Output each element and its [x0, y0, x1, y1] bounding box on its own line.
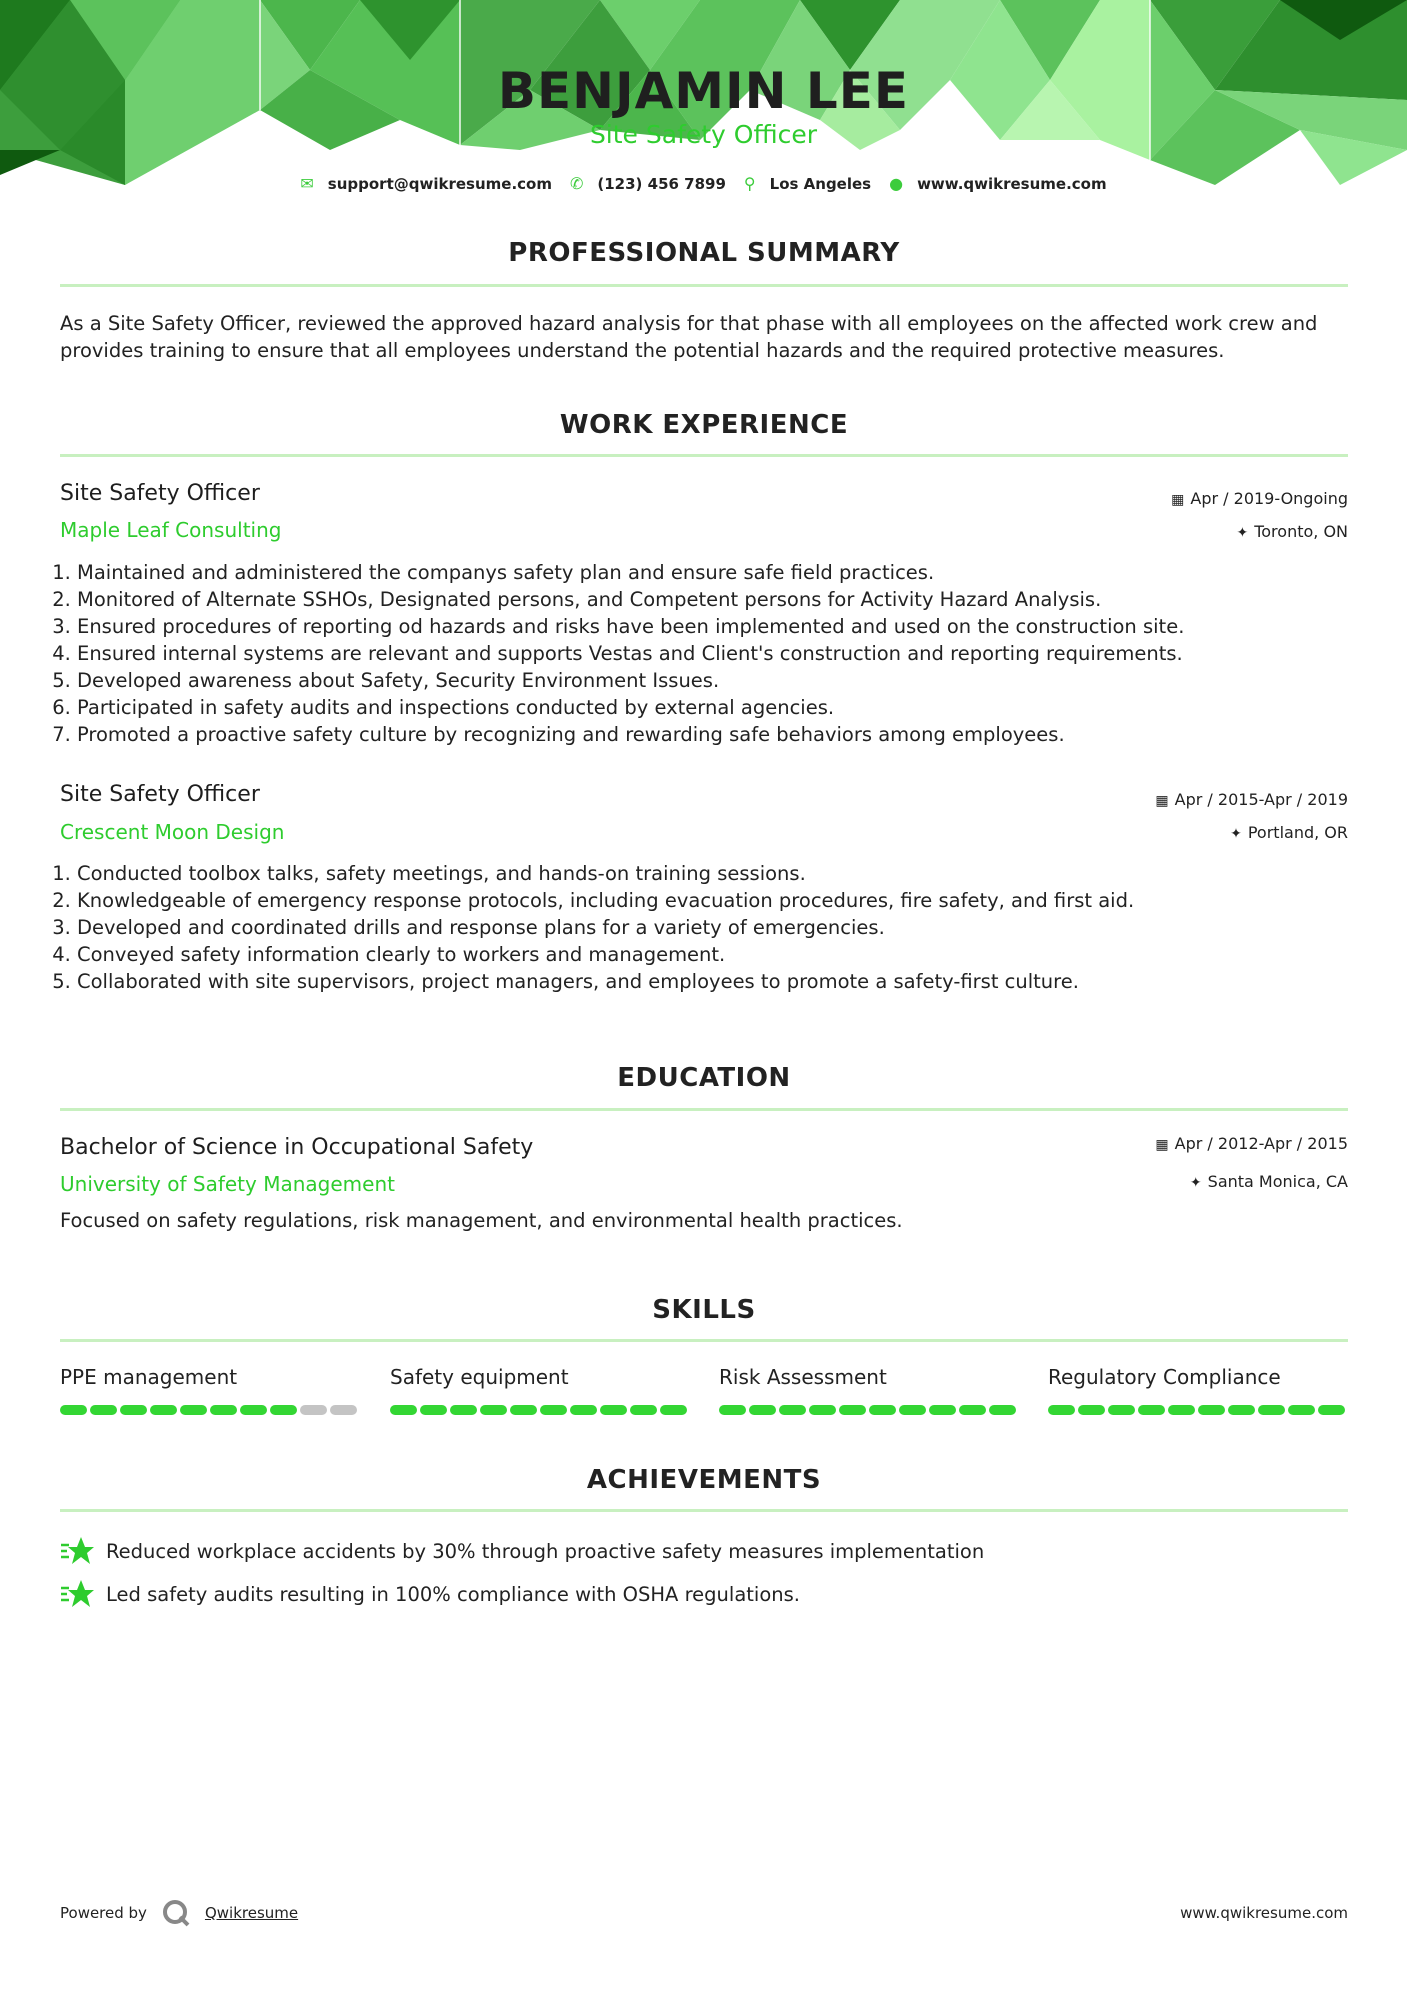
- skill-level-bar: [390, 1405, 690, 1415]
- skill-level-segment: [90, 1405, 117, 1415]
- skill-level-segment: [1168, 1405, 1195, 1415]
- skill-level-bar: [60, 1405, 360, 1415]
- skill-level-segment: [959, 1405, 986, 1415]
- skill-level-segment: [150, 1405, 177, 1415]
- skill-level-segment: [989, 1405, 1016, 1415]
- skill-level-segment: [600, 1405, 627, 1415]
- qwikresume-link[interactable]: Qwikresume: [204, 1904, 299, 1922]
- list-item: 4. Conveyed safety information clearly to workers and management.: [77, 941, 1377, 968]
- skill-level-segment: [1078, 1405, 1105, 1415]
- education-description: Focused on safety regulations, risk management, and environmental health practices.: [60, 1209, 903, 1232]
- skills-heading: SKILLS: [652, 1295, 756, 1325]
- list-item: 2. Monitored of Alternate SSHOs, Designated persons, and Competent persons for Activity Hazard Analysis.: [77, 586, 1377, 613]
- skill-level-segment: [1048, 1405, 1075, 1415]
- skill-level-segment: [240, 1405, 267, 1415]
- skill-item: [60, 1365, 360, 1415]
- job-title: Site Safety Officer: [60, 782, 260, 807]
- skill-level-segment: [60, 1405, 87, 1415]
- star-icon: [60, 1534, 94, 1568]
- skill-name: Risk Assessment: [719, 1365, 887, 1389]
- phone-icon: ✆: [569, 174, 584, 193]
- calendar-icon: ▦: [1155, 793, 1169, 809]
- job-dates: [1155, 790, 1348, 809]
- skill-level-segment: [330, 1405, 357, 1415]
- location-pin-icon: ⚲: [743, 174, 756, 193]
- candidate-role: Site Safety Officer: [589, 120, 818, 149]
- list-item: 5. Collaborated with site supervisors, project managers, and employees to promote a safety-first culture.: [77, 968, 1377, 995]
- qwikresume-logo-icon: [161, 1898, 191, 1928]
- achievements-heading: ACHIEVEMENTS: [586, 1465, 822, 1495]
- education-heading: EDUCATION: [617, 1063, 791, 1093]
- contact-location: Los Angeles: [769, 174, 872, 193]
- skill-level-segment: [540, 1405, 567, 1415]
- list-item: 7. Promoted a proactive safety culture by recognizing and rewarding safe behaviors among employees.: [77, 721, 1377, 748]
- job-location-text: Portland, OR: [1247, 823, 1348, 842]
- skill-level-segment: [899, 1405, 926, 1415]
- skill-item: [719, 1365, 1019, 1415]
- skill-level-segment: [420, 1405, 447, 1415]
- summary-heading: PROFESSIONAL SUMMARY: [508, 238, 900, 268]
- skill-item: [1048, 1365, 1348, 1415]
- skill-name: PPE management: [60, 1365, 238, 1389]
- skill-name: Safety equipment: [390, 1365, 569, 1389]
- skill-level-segment: [869, 1405, 896, 1415]
- job-dates: [1171, 489, 1348, 508]
- job-duties: [55, 860, 1377, 995]
- candidate-name: BENJAMIN LEE: [497, 62, 910, 120]
- skill-level-segment: [570, 1405, 597, 1415]
- list-item: 6. Participated in safety audits and inspections conducted by external agencies.: [77, 694, 1377, 721]
- skill-level-segment: [660, 1405, 687, 1415]
- skill-level-segment: [630, 1405, 657, 1415]
- star-icon: [60, 1577, 94, 1611]
- list-item: 1. Maintained and administered the companys safety plan and ensure safe field practices.: [77, 559, 1377, 586]
- skill-level-segment: [210, 1405, 237, 1415]
- skill-level-segment: [120, 1405, 147, 1415]
- education-degree: Bachelor of Science in Occupational Safety: [60, 1135, 534, 1160]
- skill-level-bar: [719, 1405, 1019, 1415]
- email-icon: ✉: [300, 174, 314, 193]
- globe-icon: ●: [889, 174, 904, 193]
- achievement-text: Reduced workplace accidents by 30% through proactive safety measures implementation: [106, 1539, 985, 1563]
- education-dates-text: Apr / 2012-Apr / 2015: [1174, 1134, 1348, 1153]
- pin-icon: ✦: [1189, 1175, 1202, 1191]
- summary-text: As a Site Safety Officer, reviewed the approved hazard analysis for that phase with all employees on the affected work crew and provides training to ensure that all employees understand the potential hazards and the required protective measures.: [60, 312, 1318, 362]
- summary-divider: [60, 284, 1348, 287]
- skill-level-segment: [300, 1405, 327, 1415]
- footer-website[interactable]: www.qwikresume.com: [1180, 1904, 1348, 1922]
- skill-level-segment: [839, 1405, 866, 1415]
- pin-icon: ✦: [1236, 525, 1249, 541]
- achievement-item: [60, 1534, 984, 1568]
- skill-level-segment: [510, 1405, 537, 1415]
- skill-level-segment: [779, 1405, 806, 1415]
- contact-website[interactable]: www.qwikresume.com: [917, 174, 1107, 193]
- achievement-text: Led safety audits resulting in 100% compliance with OSHA regulations.: [106, 1582, 800, 1606]
- education-divider: [60, 1108, 1348, 1111]
- skill-level-segment: [1138, 1405, 1165, 1415]
- skill-level-segment: [1228, 1405, 1255, 1415]
- powered-by-label: Powered by: [60, 1904, 147, 1922]
- list-item: 5. Developed awareness about Safety, Security Environment Issues.: [77, 667, 1377, 694]
- experience-divider: [60, 454, 1348, 457]
- skill-level-segment: [390, 1405, 417, 1415]
- calendar-icon: ▦: [1171, 492, 1185, 508]
- list-item: 1. Conducted toolbox talks, safety meetings, and hands-on training sessions.: [77, 860, 1377, 887]
- skill-level-segment: [749, 1405, 776, 1415]
- job-company: Maple Leaf Consulting: [60, 518, 282, 542]
- skill-level-segment: [1318, 1405, 1345, 1415]
- experience-heading: WORK EXPERIENCE: [559, 410, 849, 440]
- list-item: 2. Knowledgeable of emergency response protocols, including evacuation procedures, fire safety, and first aid.: [77, 887, 1377, 914]
- skill-name: Regulatory Compliance: [1048, 1365, 1281, 1389]
- contact-phone[interactable]: (123) 456 7899: [597, 174, 726, 193]
- skill-level-segment: [1288, 1405, 1315, 1415]
- skill-level-segment: [1198, 1405, 1225, 1415]
- calendar-icon: ▦: [1155, 1137, 1169, 1153]
- skill-level-segment: [1108, 1405, 1135, 1415]
- skill-level-segment: [480, 1405, 507, 1415]
- skill-level-segment: [719, 1405, 746, 1415]
- skill-item: [390, 1365, 690, 1415]
- skill-level-bar: [1048, 1405, 1348, 1415]
- education-dates: [1155, 1134, 1348, 1153]
- job-location: [1230, 823, 1348, 842]
- job-dates-text: Apr / 2015-Apr / 2019: [1174, 790, 1348, 809]
- education-school: University of Safety Management: [60, 1172, 395, 1196]
- education-location: [1190, 1172, 1348, 1191]
- list-item: 4. Ensured internal systems are relevant and supports Vestas and Client's construction and reporting requirements.: [77, 640, 1377, 667]
- job-title: Site Safety Officer: [60, 481, 260, 506]
- list-item: 3. Ensured procedures of reporting od hazards and risks have been implemented and used on the construction site.: [77, 613, 1377, 640]
- pin-icon: ✦: [1230, 826, 1242, 842]
- job-duties: [55, 559, 1377, 748]
- skill-level-segment: [180, 1405, 207, 1415]
- job-location: [1236, 522, 1348, 541]
- job-location-text: Toronto, ON: [1254, 522, 1348, 541]
- skill-level-segment: [809, 1405, 836, 1415]
- contact-email[interactable]: support@qwikresume.com: [327, 174, 552, 193]
- footer-powered: [60, 1898, 298, 1928]
- skill-level-segment: [270, 1405, 297, 1415]
- skill-level-segment: [929, 1405, 956, 1415]
- skill-level-segment: [450, 1405, 477, 1415]
- list-item: 3. Developed and coordinated drills and response plans for a variety of emergencies.: [77, 914, 1377, 941]
- skill-level-segment: [1258, 1405, 1285, 1415]
- achievement-item: [60, 1577, 800, 1611]
- education-location-text: Santa Monica, CA: [1207, 1172, 1348, 1191]
- achievements-divider: [60, 1509, 1348, 1512]
- contact-bar: [0, 174, 1407, 193]
- job-company: Crescent Moon Design: [60, 820, 285, 844]
- job-dates-text: Apr / 2019-Ongoing: [1190, 489, 1348, 508]
- skills-divider: [60, 1339, 1348, 1342]
